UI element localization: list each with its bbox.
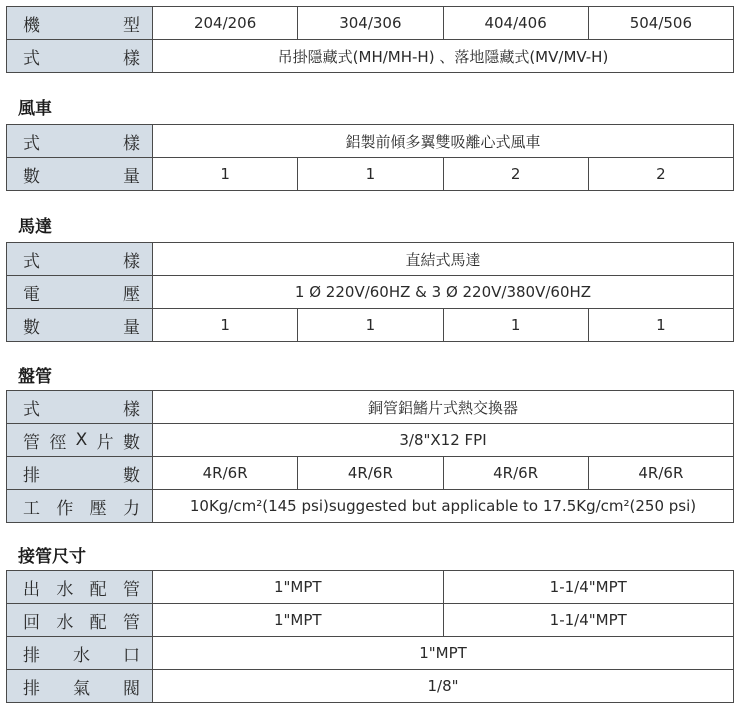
piping-table — [6, 570, 734, 703]
coil-dim-label: 管 徑 X 片 數 — [7, 424, 153, 457]
table-row — [7, 276, 734, 309]
outlet-cell: 1-1/4"MPT — [443, 571, 734, 604]
model-cell: 304/306 — [298, 7, 443, 40]
motor-qty-cell: 1 — [443, 309, 588, 342]
model-table — [6, 6, 734, 73]
table-row — [7, 243, 734, 276]
table-row — [7, 158, 734, 191]
fan-qty-cell: 2 — [588, 158, 733, 191]
table-row — [7, 571, 734, 604]
fan-style-label: 式 樣 — [7, 125, 153, 158]
vent-value: 1/8" — [153, 670, 734, 703]
fan-qty-cell: 1 — [153, 158, 298, 191]
fan-qty-cell: 1 — [298, 158, 443, 191]
coil-section-title: 盤管 — [18, 367, 52, 387]
coil-rows-cell: 4R/6R — [443, 457, 588, 490]
motor-style-value: 直結式馬達 — [153, 243, 734, 276]
table-row — [7, 424, 734, 457]
piping-section-title: 接管尺寸 — [18, 547, 86, 567]
fan-section-title: 風車 — [18, 99, 52, 119]
model-cell: 204/206 — [153, 7, 298, 40]
fan-style-value: 鋁製前傾多翼雙吸離心式風車 — [153, 125, 734, 158]
coil-style-value: 銅管鋁鰭片式熱交換器 — [153, 391, 734, 424]
coil-pressure-value: 10Kg/cm²(145 psi)suggested but applicable to 17.5Kg/cm²(250 psi) — [153, 490, 734, 523]
model-cell: 504/506 — [588, 7, 733, 40]
motor-qty-label: 數 量 — [7, 309, 153, 342]
coil-style-label: 式 樣 — [7, 391, 153, 424]
table-row — [7, 7, 734, 40]
motor-qty-cell: 1 — [588, 309, 733, 342]
motor-voltage-value: 1 Ø 220V/60HZ & 3 Ø 220V/380V/60HZ — [153, 276, 734, 309]
coil-rows-cell: 4R/6R — [588, 457, 733, 490]
table-row — [7, 604, 734, 637]
coil-rows-label: 排 數 — [7, 457, 153, 490]
model-cell: 404/406 — [443, 7, 588, 40]
model-label: 機 型 — [7, 7, 153, 40]
coil-rows-cell: 4R/6R — [153, 457, 298, 490]
motor-voltage-label: 電 壓 — [7, 276, 153, 309]
table-row — [7, 637, 734, 670]
table-row — [7, 309, 734, 342]
vent-label: 排 氣 閥 — [7, 670, 153, 703]
motor-qty-cell: 1 — [153, 309, 298, 342]
outlet-label: 出 水 配 管 — [7, 571, 153, 604]
table-row — [7, 457, 734, 490]
fan-qty-cell: 2 — [443, 158, 588, 191]
drain-label: 排 水 口 — [7, 637, 153, 670]
fan-qty-label: 數 量 — [7, 158, 153, 191]
return-cell: 1"MPT — [153, 604, 444, 637]
motor-table — [6, 242, 734, 342]
table-row — [7, 40, 734, 73]
outlet-cell: 1"MPT — [153, 571, 444, 604]
table-row — [7, 391, 734, 424]
return-cell: 1-1/4"MPT — [443, 604, 734, 637]
motor-style-label: 式 樣 — [7, 243, 153, 276]
return-label: 回 水 配 管 — [7, 604, 153, 637]
motor-qty-cell: 1 — [298, 309, 443, 342]
table-row — [7, 125, 734, 158]
type-label: 式 樣 — [7, 40, 153, 73]
coil-dim-value: 3/8"X12 FPI — [153, 424, 734, 457]
motor-section-title: 馬達 — [18, 217, 52, 237]
table-row — [7, 670, 734, 703]
table-row — [7, 490, 734, 523]
type-value: 吊掛隱藏式(MH/MH-H) 、落地隱藏式(MV/MV-H) — [153, 40, 734, 73]
coil-table — [6, 390, 734, 523]
drain-value: 1"MPT — [153, 637, 734, 670]
fan-table — [6, 124, 734, 191]
coil-pressure-label: 工 作 壓 力 — [7, 490, 153, 523]
coil-rows-cell: 4R/6R — [298, 457, 443, 490]
